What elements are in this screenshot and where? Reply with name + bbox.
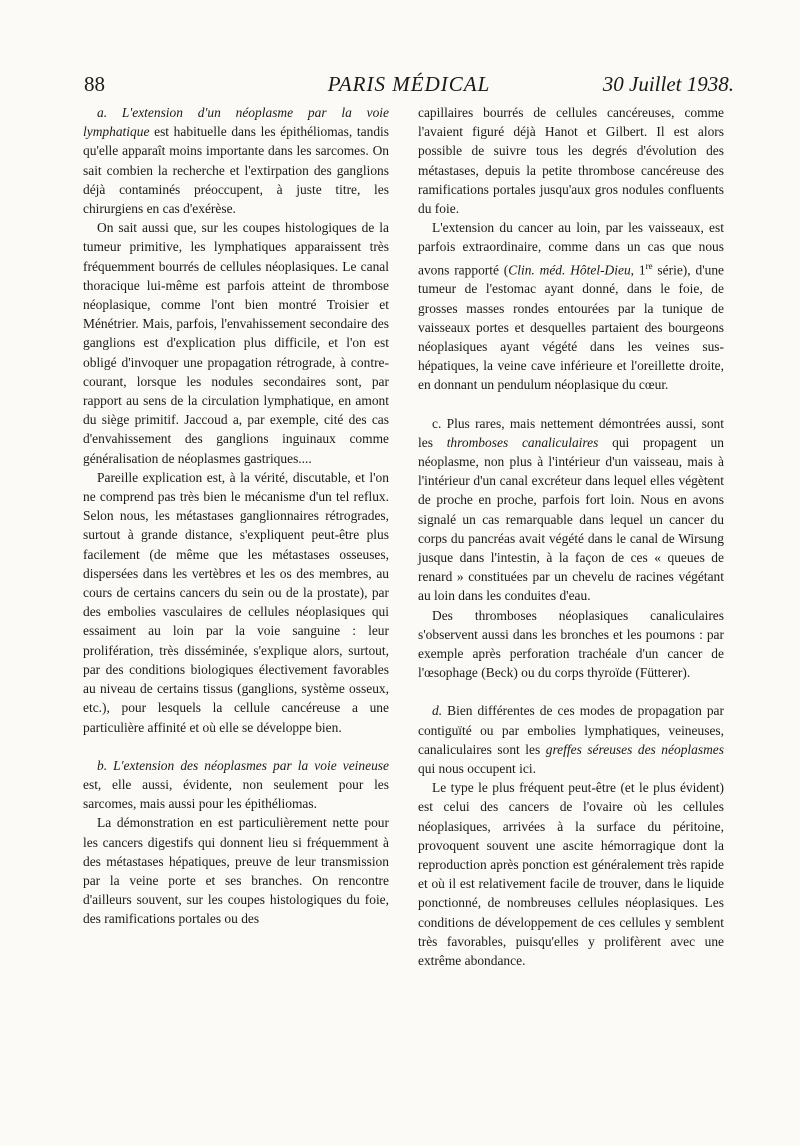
journal-title: PARIS MÉDICAL <box>327 72 491 96</box>
running-header <box>84 72 734 102</box>
left-column <box>83 103 389 929</box>
paragraph: Des thromboses néoplasiques canaliculaires s'observent aussi dans les bronches et les poumons : par exemple après perforation trachéale d'un cancer de l'œsophage (Beck) ou du corps thyroïde (Fütterer). <box>418 607 724 681</box>
paragraph: a. L'extension d'un néoplasme par la voie lymphatique est habituelle dans les épithéliomas, tandis qu'elle apparaît moins importante dans les sarcomes. On sait combien la recherche et l'extirpation des ganglions déjà contaminés préoccupent, à juste titre, les chirurgiens en cas d'exérèse. <box>83 105 390 217</box>
paragraph: Le type le plus fréquent peut-être (et le plus évident) est celui des cancers de l'ovaire où les cellules néoplasiques, arrivées à la surface du péritoine, provoquent souvent une ascite hémorragique dont la reproduction après ponction est généralement très rapide et où il est relativement facile de trouver, dans le liquide ponctionné, de nombreuses cellules néoplasiques. Les conditions de développement de ces cellules y semblent très favorables, puisqu'elles y prolifèrent avec une extrême abondance. <box>418 780 724 969</box>
paragraph: L'extension du cancer au loin, par les vaisseaux, est parfois extraordinaire, comme dans un cas que nous avons rapporté (Clin. méd. Hôtel-Dieu, 1re série), d'une tumeur de l'estomac ayant donné, dans le foie, de grosses masses rondes entourées par la tunique de vaisseaux portes et desquelles partaient des bourgeons néoplasiques ayant végété dans les veines sus-hépatiques, la veine cave inférieure et l'oreillette droite, en donnant un pendulum néoplasique du cœur. <box>418 220 725 393</box>
paragraph: c. Plus rares, mais nettement démontrées aussi, sont les thromboses canaliculaires qui propagent un néoplasme, non plus à l'intérieur d'un vaisseau, mais à l'intérieur d'un canal excréteur dans lequel elles végètent de proche en proche, parfois fort loin. Nous en avons signalé un cas remarquable dans lequel un cancer du corps du pancréas avait végété dans le canal de Wirsung jusque dans l'intestin, à la façon de ces « queues de renard » constituées par un chevelu de racines végétant au loin dans les conduites d'eau. <box>418 415 724 604</box>
italic-heading: L'extension des néoplasmes par la voie veineuse <box>113 757 390 773</box>
paragraph: On sait aussi que, sur les coupes histologiques de la tumeur primitive, les lymphatiques apparaissent très fréquemment bourrés de cellules néoplasiques. Le canal thoracique lui-même est parfois atteint de thrombose néoplasique, comme l'ont bien montré Troisier et Ménétrier. Mais, parfois, l'envahissement secondaire des ganglions est d'explication plus difficile, et l'on est obligé d'invoquer une propagation rétrograde, à contre-courant, lorsque les nodules secondaires sont, par rapport au sens de la circulation lymphatique, en amont du siège primitif. Jaccoud a, par exemple, cité des cas d'envahissement des ganglions inguinaux comme généralisation de néoplasmes gastriques.... <box>83 220 389 466</box>
paragraph: La démonstration en est particulièrement nette pour les cancers digestifs qui donnent lieu si fréquemment à des métastases hépatiques, preuve de leur transmission par la veine porte et ses branches. On rencontre d'ailleurs souvent, sur les coupes histologiques du foie, des ramifications portales ou des <box>83 815 389 927</box>
issue-date: 30 Juillet 1938. <box>602 72 734 96</box>
right-column <box>418 103 724 970</box>
citation: Clin. méd. Hôtel-Dieu <box>508 262 631 278</box>
paragraph: capillaires bourrés de cellules cancéreuses, comme l'avaient figuré déjà Hanot et Gilbert. Il est alors possible de suivre tous les degrés d'évolution des métastases, depuis la petite thrombose cancéreuse des ramifications portales jusqu'aux gros nodules confluents du foie. <box>418 105 724 217</box>
paragraph: b. L'extension des néoplasmes par la voie veineuse est, elle aussi, évidente, non seulement pour les sarcomes, mais aussi pour les épithéliomas. <box>83 757 390 812</box>
italic-term: greffes séreuses des néoplasmes <box>545 741 724 757</box>
page-number: 88 <box>84 72 105 96</box>
italic-heading: L'extension d'un néoplasme par la voie lymphatique <box>83 105 390 140</box>
italic-term: thromboses canaliculaires <box>446 434 599 450</box>
paragraph: Pareille explication est, à la vérité, discutable, et l'on ne comprend pas très bien le mécanisme d'un tel reflux. Selon nous, les métastases ganglionnaires rétrogrades, surtout à grande distance, s'expliquent peut-être plus facilement (de même que les métastases osseuses, dispersées dans les vertèbres et les os des membres, au cours de certains cancers du sein ou de la prostate), par des embolies vasculaires de cellules néoplasiques qui essaiment au loin par la voie sanguine : leur prolifération, très disséminée, s'explique alors, surtout, par des conditions biologiques électivement favorables au niveau de certains tissus (ganglions, système osseux, etc.), pour lesquels la cellule cancéreuse a une particulière affinité et où elle se développe bien. <box>83 469 389 735</box>
paragraph: d. Bien différentes de ces modes de propagation par contiguïté ou par embolies lymphatiques, veineuses, canaliculaires sont les greffes séreuses des néoplasmes qui nous occupent ici. <box>418 703 724 776</box>
